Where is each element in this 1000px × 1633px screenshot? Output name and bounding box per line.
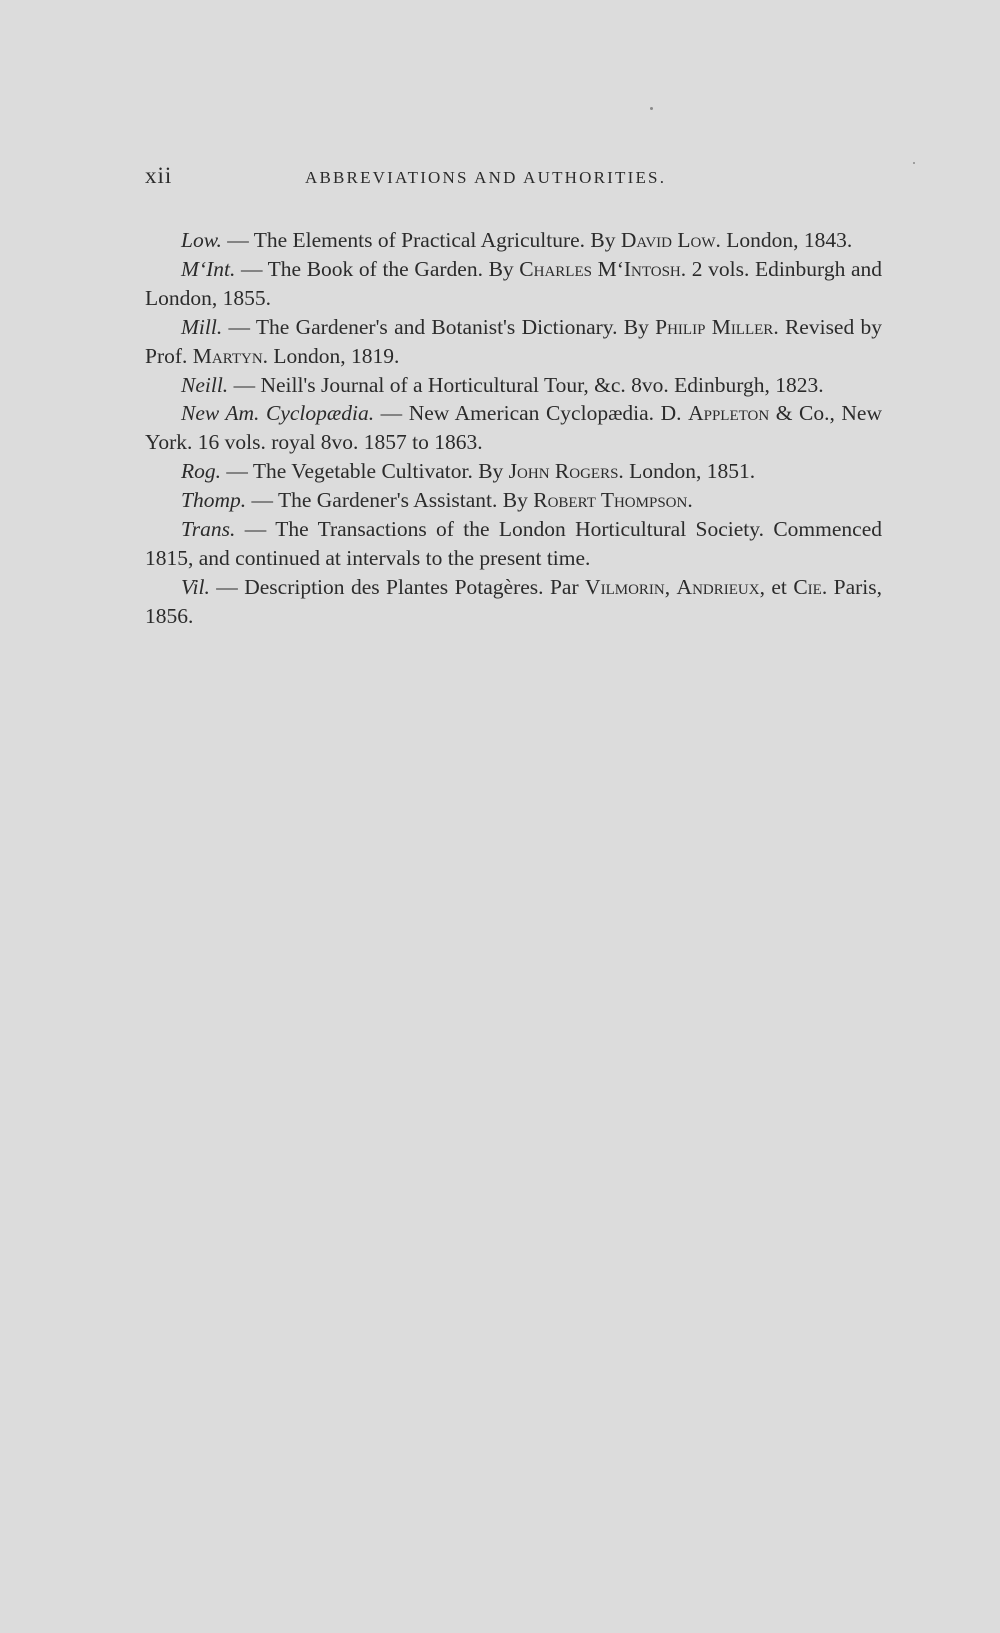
author-name: David Low bbox=[620, 228, 716, 252]
abbreviation-entry bbox=[145, 573, 882, 631]
page-number: xii bbox=[145, 163, 173, 188]
entry-text: . London, 1819. bbox=[262, 343, 400, 368]
abbreviation-list bbox=[145, 226, 882, 631]
author-name: Vilmorin bbox=[585, 574, 665, 599]
paper-speck bbox=[650, 107, 653, 110]
entry-dash: — bbox=[246, 488, 278, 513]
abbreviation-term: New Am. Cyclopædia. bbox=[181, 401, 375, 426]
entry-dash: — bbox=[221, 228, 254, 252]
abbreviation-term: M‘Int. bbox=[181, 256, 236, 281]
abbreviation-entry bbox=[145, 515, 882, 573]
author-name: Appleton bbox=[688, 401, 770, 426]
author-name: Robert Thompson bbox=[533, 488, 688, 513]
entry-dash: — bbox=[374, 401, 409, 426]
abbreviation-entry bbox=[145, 313, 882, 371]
entry-text: & Co., New York. 16 vols. royal 8vo. 1857 to 1863. bbox=[145, 401, 882, 455]
abbreviation-term: Low. bbox=[181, 228, 222, 252]
entry-text: . London, 1843. bbox=[715, 228, 853, 252]
abbreviation-entry bbox=[145, 457, 882, 486]
entry-text: , et bbox=[759, 574, 794, 599]
entry-text: The Transactions of the London Horticultural Society. Commenced 1815, and continued at intervals to the present time. bbox=[145, 517, 882, 570]
entry-dash: — bbox=[222, 314, 256, 339]
entry-text: . bbox=[687, 488, 693, 513]
author-name: Cie bbox=[793, 574, 822, 599]
entry-text: . London, 1851. bbox=[618, 459, 756, 484]
abbreviation-entry bbox=[145, 226, 882, 255]
abbreviation-term: Rog. bbox=[181, 459, 222, 484]
entry-text: New American Cyclopædia. D. bbox=[408, 401, 689, 426]
abbreviation-term: Neill. bbox=[181, 372, 229, 397]
entry-dash: — bbox=[221, 459, 253, 484]
abbreviation-entry bbox=[145, 486, 882, 515]
running-head: ABBREVIATIONS AND AUTHORITIES. bbox=[305, 168, 667, 187]
abbreviation-term: Thomp. bbox=[181, 488, 247, 513]
entry-dash: — bbox=[209, 574, 245, 599]
author-name: Andrieux bbox=[676, 574, 760, 599]
entry-text: Description des Plantes Potagères. Par bbox=[244, 574, 586, 599]
author-name: Martyn bbox=[192, 343, 263, 368]
abbreviation-term: Vil. bbox=[181, 574, 210, 599]
author-name: Philip Miller bbox=[655, 314, 774, 339]
entry-text: . Revised by Prof. bbox=[145, 314, 882, 368]
abbreviation-entry bbox=[145, 371, 882, 400]
abbreviation-term: Mill. bbox=[181, 314, 223, 339]
entry-text: , bbox=[664, 574, 677, 599]
author-name: John Rogers bbox=[508, 459, 619, 484]
abbreviation-term: Trans. bbox=[181, 517, 236, 542]
entry-text: The Vegetable Cultivator. By bbox=[252, 459, 509, 484]
entry-text: The Gardener's and Botanist's Dictionary. By bbox=[255, 314, 656, 339]
entry-dash: — bbox=[235, 256, 268, 281]
entry-text: The Book of the Garden. By bbox=[267, 256, 520, 281]
entry-dash: — bbox=[228, 372, 261, 397]
entry-text: Neill's Journal of a Horticultural Tour, &c. 8vo. Edinburgh, 1823. bbox=[260, 372, 824, 397]
paper-speck bbox=[913, 162, 915, 164]
entry-text: The Gardener's Assistant. By bbox=[277, 488, 534, 513]
author-name: Charles M‘Intosh bbox=[519, 256, 681, 281]
abbreviation-entry bbox=[145, 399, 882, 457]
entry-text: The Elements of Practical Agriculture. By bbox=[253, 228, 621, 252]
entry-text: . Paris, 1856. bbox=[145, 574, 883, 628]
abbreviation-entry bbox=[145, 255, 882, 313]
entry-dash: — bbox=[235, 517, 276, 542]
entry-text: . 2 vols. Edinburgh and London, 1855. bbox=[145, 256, 882, 310]
